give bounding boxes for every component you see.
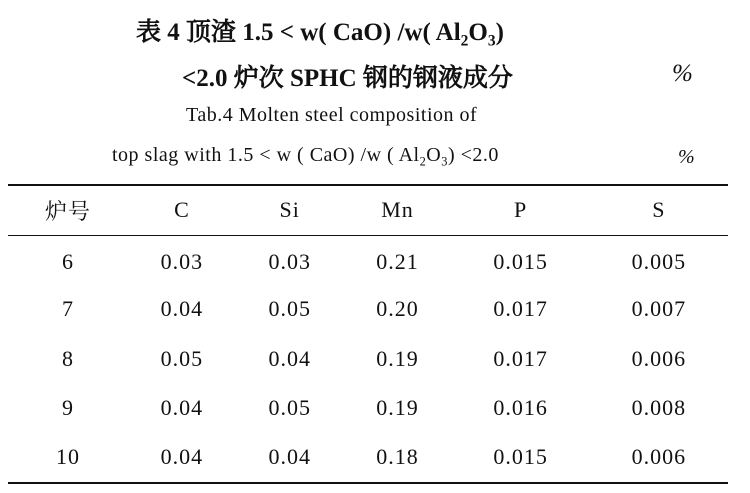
header-furnace-no: 炉号 xyxy=(44,198,91,224)
cell-s: 0.006 xyxy=(631,345,687,371)
caption-en-sub2: 3 xyxy=(441,154,448,169)
cell-c: 0.05 xyxy=(160,345,204,371)
cell-s: 0.005 xyxy=(631,249,687,274)
caption-en-line2 xyxy=(112,144,499,167)
caption-cn-line1-text: 表 4 顶渣 1.5 < w( CaO) /w( Al xyxy=(136,19,461,46)
cell-c: 0.04 xyxy=(160,296,204,322)
cell-p: 0.017 xyxy=(493,345,548,371)
caption-cn-mid: O xyxy=(468,19,488,46)
caption-cn-line1 xyxy=(136,12,504,48)
cell-furnace: 9 xyxy=(62,395,74,421)
cell-p: 0.017 xyxy=(493,296,548,322)
header-si: Si xyxy=(279,197,300,223)
composition-table-wrapper xyxy=(8,184,728,484)
caption-cn-unit: % xyxy=(672,60,693,87)
table-header xyxy=(8,185,728,235)
cell-si: 0.05 xyxy=(268,296,311,322)
cell-c: 0.03 xyxy=(160,249,204,274)
cell-s: 0.008 xyxy=(631,395,687,421)
cell-mn: 0.20 xyxy=(376,296,419,322)
cell-si: 0.05 xyxy=(268,395,311,421)
caption-cn-sub: 2 xyxy=(460,32,469,50)
cell-p: 0.016 xyxy=(493,395,548,421)
cell-c: 0.04 xyxy=(160,444,204,470)
caption-cn-sub2: 3 xyxy=(487,32,496,50)
header-c: C xyxy=(174,197,190,223)
caption-en-line2-text: top slag with 1.5 < w ( CaO) /w ( Al xyxy=(112,144,420,166)
header-mn: Mn xyxy=(381,197,414,223)
table-body xyxy=(8,235,728,483)
cell-si: 0.04 xyxy=(268,345,311,371)
caption-cn-line2: <2.0 炉次 SPHC 钢的钢液成分 xyxy=(182,65,513,92)
cell-furnace: 8 xyxy=(62,345,74,371)
cell-s: 0.007 xyxy=(631,296,687,322)
cell-c: 0.04 xyxy=(160,395,204,421)
caption-en-end: ) <2.0 xyxy=(447,144,499,166)
caption-en-mid: O xyxy=(426,144,442,166)
table-caption xyxy=(0,0,750,180)
cell-mn: 0.18 xyxy=(376,444,419,470)
cell-mn: 0.19 xyxy=(376,345,419,371)
caption-en-unit: % xyxy=(678,146,696,168)
header-p: P xyxy=(513,197,528,223)
cell-furnace: 10 xyxy=(56,444,80,470)
table-row xyxy=(8,433,728,483)
table-row xyxy=(8,235,728,285)
cell-mn: 0.21 xyxy=(376,249,419,274)
table-row xyxy=(8,384,728,434)
table-row xyxy=(8,334,728,384)
cell-furnace: 6 xyxy=(62,249,74,274)
header-s: S xyxy=(652,197,666,223)
cell-si: 0.03 xyxy=(268,249,311,274)
caption-en-sub: 2 xyxy=(419,154,427,169)
cell-s: 0.006 xyxy=(631,444,687,470)
cell-p: 0.015 xyxy=(493,444,548,470)
cell-mn: 0.19 xyxy=(376,395,419,421)
caption-en-line1: Tab.4 Molten steel composition of xyxy=(186,104,478,126)
cell-furnace: 7 xyxy=(62,296,74,322)
cell-si: 0.04 xyxy=(268,444,311,470)
table-row xyxy=(8,285,728,335)
caption-cn-end: ) xyxy=(495,19,504,46)
cell-p: 0.015 xyxy=(493,249,548,274)
composition-table xyxy=(8,184,728,484)
header-row xyxy=(8,185,728,235)
